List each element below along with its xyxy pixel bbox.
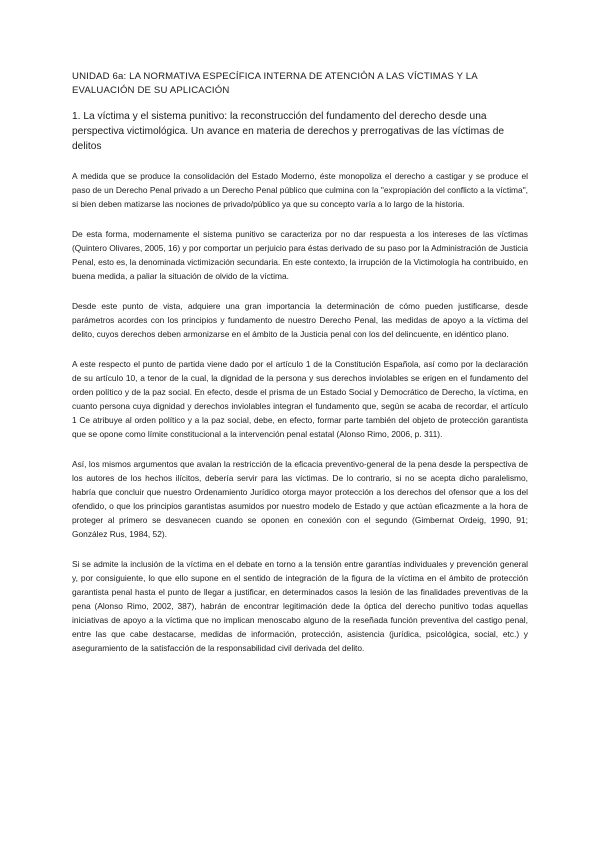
section-title: 1. La víctima y el sistema punitivo: la reconstrucción del fundamento del derecho desde una perspectiva victimológica. Un avance en materia de derechos y prerrogativas de las víctimas de delitos — [72, 111, 505, 152]
body-paragraph-1: A medida que se produce la consolidación del Estado Moderno, éste monopoliza el derecho a castigar y se produce el paso de un Derecho Penal privado a un Derecho Penal público que culmina con la "expropiación del conflicto a la víctima", si bien deben matizarse las nociones de privado/público ya que su concepto varía a lo largo de la historia. — [72, 171, 528, 209]
unit-title: UNIDAD 6a: LA NORMATIVA ESPECÍFICA INTERNA DE ATENCIÓN A LAS VÍCTIMAS Y LA EVALUACIÓN DE SU APLICACIÓN — [72, 71, 478, 96]
body-paragraph-2: De esta forma, modernamente el sistema punitivo se caracteriza por no dar respuesta a los intereses de las víctimas (Quintero Olivares, 2005, 16) y por comportar un perjuicio para éstas derivado de su paso por la Administración de Justicia Penal, esto es, la denominada victimización secundaria. En este contexto, la irrupción de la Victimología ha contribuido, en buena medida, a paliar la situación de olvido de la víctima. — [72, 229, 528, 281]
body-paragraph-4: A este respecto el punto de partida viene dado por el artículo 1 de la Constitución Española, así como por la declaración de su artículo 10, a tenor de la cual, la dignidad de la persona y sus derechos inviolables se erigen en el fundamento del orden político y de la paz social. En efecto, desde el prisma de un Estado Social y Democrático de Derecho, la víctima, en cuanto persona cuya dignidad y derechos inviolables integran el fundamento que, según se acaba de recordar, el artículo 1 Ce atribuye al orden político y a la paz social, debe, en efecto, formar parte también del objeto de protección garantista que se opone como límite constitucional a la intervención penal estatal (Alonso Rimo, 2006, p. 311). — [72, 359, 528, 439]
body-paragraph-6: Si se admite la inclusión de la víctima en el debate en torno a la tensión entre garantías individuales y prevención general y, por consiguiente, lo que ello supone en el sentido de integración de la figura de la víctima en el ámbito de protección garantista penal hasta el punto de llegar a justificar, en determinados casos la lesión de las finalidades preventivas de la pena (Alonso Rimo, 2002, 387), habrán de encontrar legitimación dede la óptica del derecho punitivo todas aquellas iniciativas de apoyo a la víctima que no implican menoscabo alguno de la reseñada función preventiva del castigo penal, entre las que cabe destacarse, medidas de información, protección, asistencia (jurídica, psicológica, social, etc.) y aseguramiento de la satisfacción de la responsabilidad civil derivada del delito. — [72, 559, 528, 653]
body-paragraph-3: Desde este punto de vista, adquiere una gran importancia la determinación de cómo pueden justificarse, desde parámetros acordes con los principios y fundamento de nuestro Derecho Penal, las medidas de apoyo a la víctima del delito, cuyos derechos deben armonizarse en el ámbito de la Justicia penal con los del delincuente, en idéntico plano. — [72, 301, 528, 339]
body-paragraph-5: Así, los mismos argumentos que avalan la restricción de la eficacia preventivo-general de la pena desde la perspectiva de los autores de los hechos ilícitos, debería servir para las víctimas. De lo contrario, si no se acepta dicho paralelismo, habría que concluir que nuestro Ordenamiento Jurídico otorga mayor protección a los derechos del ofensor que a los del ofendido, o que los principios garantistas asumidos por nuestro modelo de Estado y que actúan eficazmente a la hora de proteger al primero se desvanecen cuando se oponen en conexión con el segundo (Gimbernat Ordeig, 1990, 91; González Rus, 1984, 52). — [72, 459, 528, 539]
